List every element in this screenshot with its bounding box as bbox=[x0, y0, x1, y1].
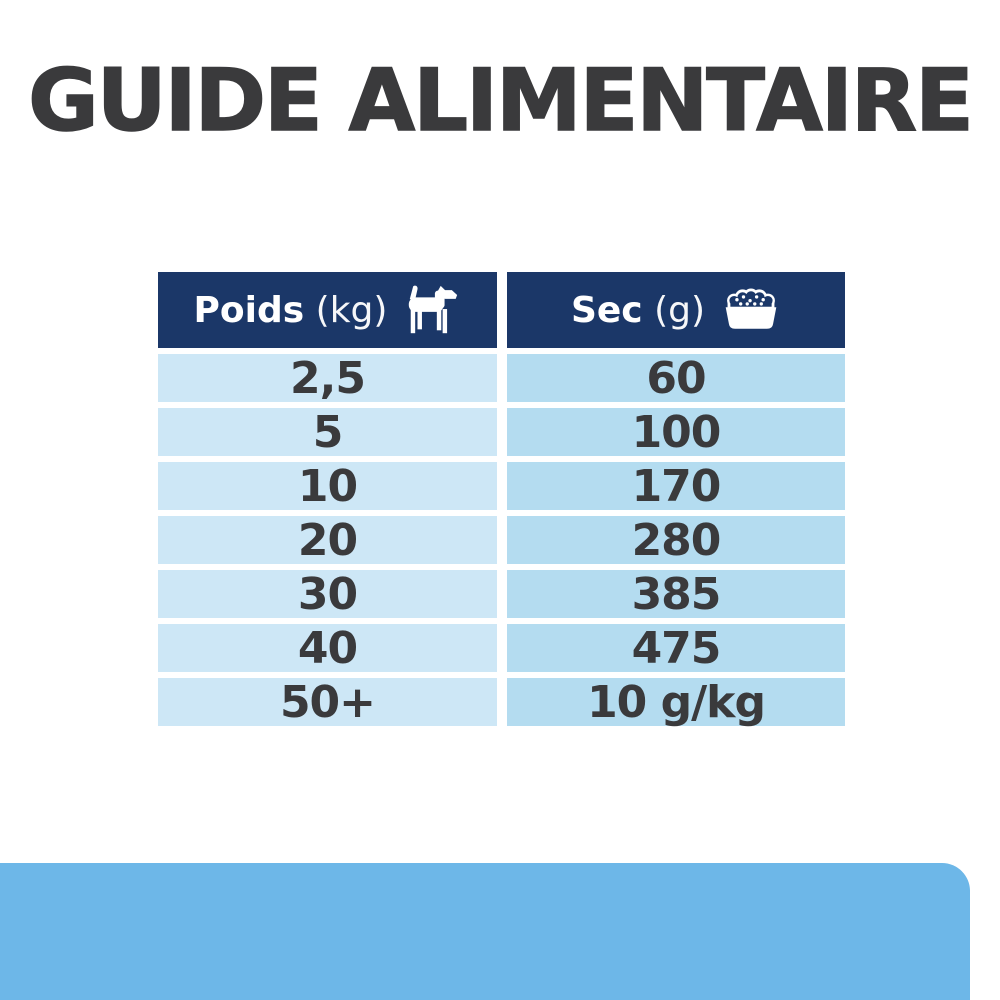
weight-cell: 30 bbox=[158, 570, 497, 618]
amount-cell: 60 bbox=[507, 354, 845, 402]
amount-cell: 475 bbox=[507, 624, 845, 672]
dog-icon bbox=[403, 284, 461, 336]
food-bowl-icon bbox=[721, 288, 781, 332]
amount-cell: 280 bbox=[507, 516, 845, 564]
amount-cell: 170 bbox=[507, 462, 845, 510]
feeding-table bbox=[158, 272, 845, 726]
amount-cell: 10 g/kg bbox=[507, 678, 845, 726]
weight-cell: 40 bbox=[158, 624, 497, 672]
sec-header-label: Sec (g) bbox=[570, 289, 706, 331]
column-header-poids bbox=[158, 272, 497, 348]
page-title: GUIDE ALIMENTAIRE bbox=[28, 51, 972, 151]
weight-cell: 50+ bbox=[158, 678, 497, 726]
amount-cell: 100 bbox=[507, 408, 845, 456]
weight-cell: 2,5 bbox=[158, 354, 497, 402]
weight-cell: 10 bbox=[158, 462, 497, 510]
amount-cell: 385 bbox=[507, 570, 845, 618]
poids-header-label: Poids (kg) bbox=[193, 289, 388, 331]
footer-accent-bar bbox=[0, 863, 970, 1000]
weight-cell: 5 bbox=[158, 408, 497, 456]
column-header-sec bbox=[507, 272, 845, 348]
weight-cell: 20 bbox=[158, 516, 497, 564]
